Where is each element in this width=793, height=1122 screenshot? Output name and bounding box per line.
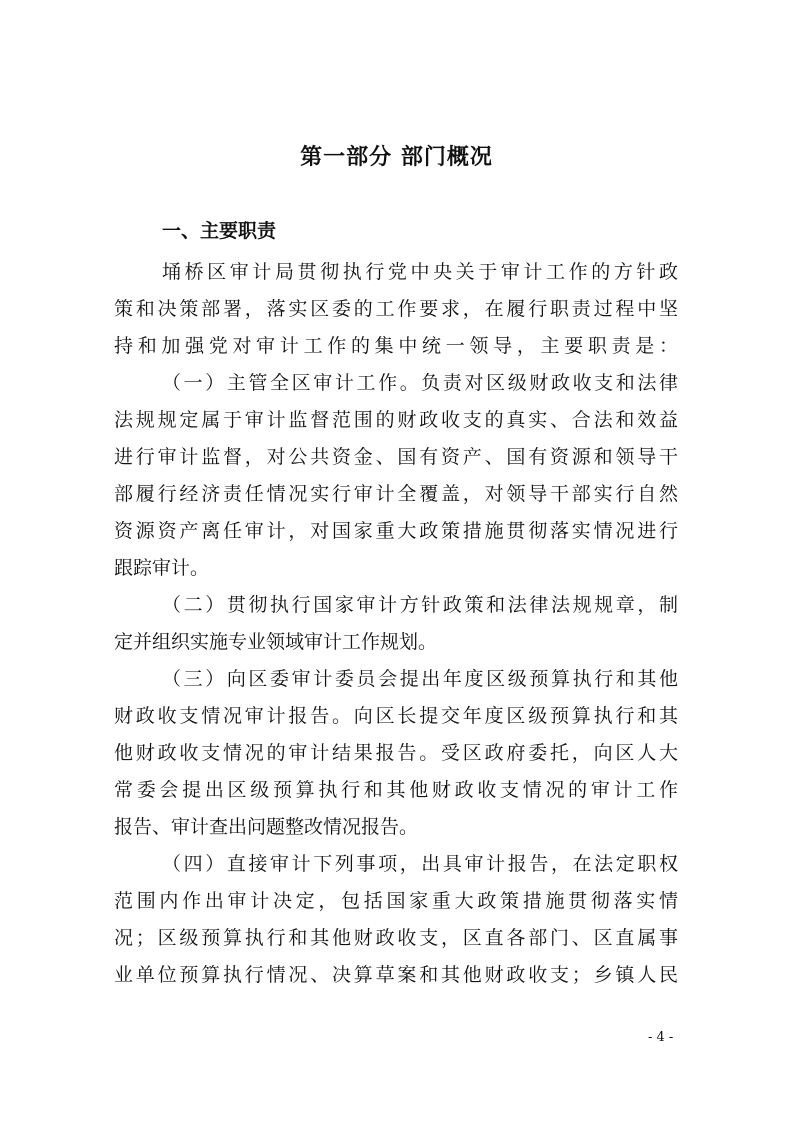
page-title: 第一部分 部门概况 [300, 145, 493, 170]
body-line: 报告、审计查出问题整改情况报告。 [114, 816, 419, 838]
body-line: 常委会提出区级预算执行和其他财政收支情况的审计工作 [114, 779, 682, 801]
body-line: 他财政收支情况的审计结果报告。受区政府委托，向区人大 [114, 742, 681, 764]
body-line: 策和决策部署，落实区委的工作要求，在履行职责过程中坚 [114, 298, 681, 320]
body-line: 财政收支情况审计报告。向区长提交年度区级预算执行和其 [114, 705, 681, 727]
body-line: 业单位预算执行情况、决算草案和其他财政收支；乡镇人民 [114, 964, 681, 986]
body-line: 法规规定属于审计监督范围的财政收支的真实、合法和效益 [114, 409, 681, 431]
page-number: - 4 - [648, 1030, 674, 1045]
body-line: 跟踪审计。 [114, 557, 210, 579]
body-line: 进行审计监督，对公共资金、国有资产、国有资源和领导干 [114, 446, 681, 468]
body-line: （四）直接审计下列事项，出具审计报告，在法定职权 [162, 853, 681, 875]
body-line: 资源资产离任审计，对国家重大政策措施贯彻落实情况进行 [114, 520, 681, 542]
body-line: （一）主管全区审计工作。负责对区级财政收支和法律 [162, 372, 681, 394]
body-line: 定并组织实施专业领域审计工作规划。 [114, 631, 438, 653]
body-line: 埇桥区审计局贯彻执行党中央关于审计工作的方针政 [162, 261, 682, 283]
body-line: 部履行经济责任情况实行审计全覆盖，对领导干部实行自然 [114, 483, 681, 505]
section-heading: 一、主要职责 [162, 220, 277, 242]
body-line: （二）贯彻执行国家审计方针政策和法律法规规章，制 [162, 594, 681, 616]
body-line: 持和加强党对审计工作的集中统一领导，主要职责是： [114, 335, 683, 357]
body-line: 况；区级预算执行和其他财政收支，区直各部门、区直属事 [114, 927, 681, 949]
body-line: 范围内作出审计决定，包括国家重大政策措施贯彻落实情 [114, 890, 682, 912]
body-line: （三）向区委审计委员会提出年度区级预算执行和其他 [162, 668, 681, 690]
